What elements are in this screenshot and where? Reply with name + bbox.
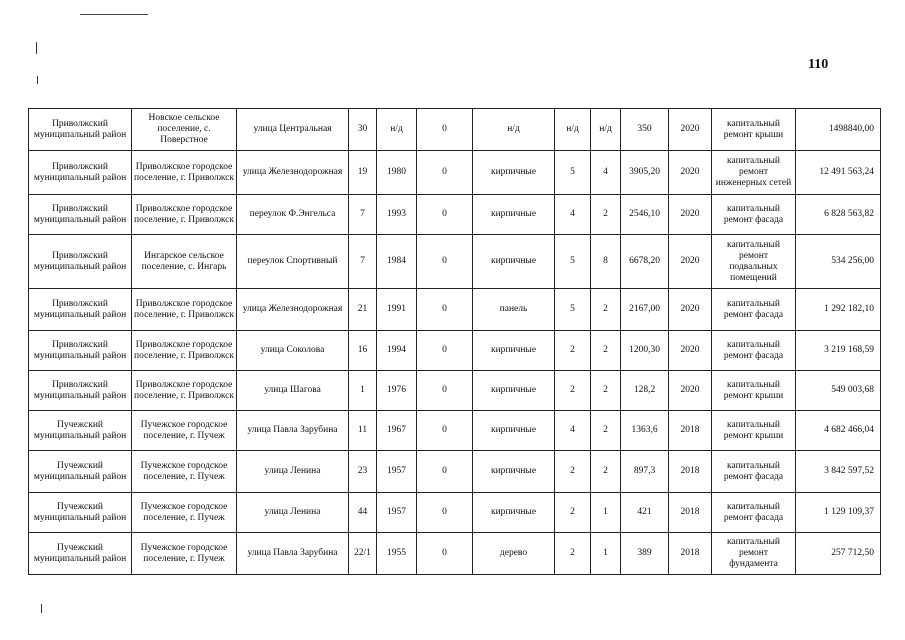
zero-value-cell: 0 [417,533,473,575]
work-type-cell: капитальный ремонт крыши [712,109,796,151]
cost-cell: 1 129 109,37 [796,493,881,533]
plan-year-cell: 2020 [669,109,712,151]
house-number-cell: 16 [349,331,377,371]
wall-material-cell: кирпичные [473,195,555,235]
table-row [29,151,881,195]
zero-value-cell: 0 [417,371,473,411]
work-type-cell: капитальный ремонт фасада [712,195,796,235]
wall-material-cell: панель [473,289,555,331]
cost-cell: 257 712,50 [796,533,881,575]
house-number-cell: 1 [349,371,377,411]
zero-value-cell: 0 [417,151,473,195]
plan-year-cell: 2020 [669,195,712,235]
district-cell: Приволжский муниципальный район [29,235,132,289]
district-cell: Пучежский муниципальный район [29,533,132,575]
zero-value-cell: 0 [417,451,473,493]
entrances-cell: 4 [591,151,621,195]
cost-cell: 4 682 466,04 [796,411,881,451]
street-cell: улица Шагова [237,371,349,411]
settlement-cell: Приволжское городское поселение, г. Приволжск [132,371,237,411]
zero-value-cell: 0 [417,331,473,371]
wall-material-cell: кирпичные [473,451,555,493]
work-type-cell: капитальный ремонт фасада [712,289,796,331]
plan-year-cell: 2020 [669,371,712,411]
build-year-cell: 1993 [377,195,417,235]
wall-material-cell: кирпичные [473,235,555,289]
cost-cell: 12 491 563,24 [796,151,881,195]
zero-value-cell: 0 [417,109,473,151]
street-cell: улица Железнодорожная [237,289,349,331]
house-number-cell: 7 [349,235,377,289]
work-type-cell: капитальный ремонт фундамента [712,533,796,575]
work-type-cell: капитальный ремонт инженерных сетей [712,151,796,195]
build-year-cell: 1967 [377,411,417,451]
floors-cell: 2 [555,371,591,411]
street-cell: улица Соколова [237,331,349,371]
work-type-cell: капитальный ремонт крыши [712,371,796,411]
work-type-cell: капитальный ремонт фасада [712,451,796,493]
margin-mark [37,76,38,84]
floors-cell: 5 [555,289,591,331]
settlement-cell: Ингарское сельское поселение, с. Ингарь [132,235,237,289]
floors-cell: 4 [555,195,591,235]
cost-cell: 3 842 597,52 [796,451,881,493]
street-cell: улица Павла Зарубина [237,411,349,451]
street-cell: переулок Спортивный [237,235,349,289]
build-year-cell: 1991 [377,289,417,331]
top-rule [80,14,148,15]
table-row [29,289,881,331]
house-number-cell: 23 [349,451,377,493]
settlement-cell: Пучежское городское поселение, г. Пучеж [132,493,237,533]
build-year-cell: 1957 [377,451,417,493]
work-type-cell: капитальный ремонт крыши [712,411,796,451]
house-number-cell: 7 [349,195,377,235]
district-cell: Приволжский муниципальный район [29,289,132,331]
zero-value-cell: 0 [417,493,473,533]
zero-value-cell: 0 [417,289,473,331]
plan-year-cell: 2020 [669,151,712,195]
area-cell: 1363,6 [621,411,669,451]
plan-year-cell: 2018 [669,493,712,533]
street-cell: улица Железнодорожная [237,151,349,195]
entrances-cell: 2 [591,451,621,493]
floors-cell: 2 [555,533,591,575]
build-year-cell: 1984 [377,235,417,289]
house-number-cell: 22/1 [349,533,377,575]
entrances-cell: 2 [591,195,621,235]
wall-material-cell: н/д [473,109,555,151]
cost-cell: 1 292 182,10 [796,289,881,331]
entrances-cell: 8 [591,235,621,289]
house-number-cell: 19 [349,151,377,195]
settlement-cell: Новское сельское поселение, с. Поверстное [132,109,237,151]
area-cell: 2546,10 [621,195,669,235]
cost-cell: 3 219 168,59 [796,331,881,371]
area-cell: 389 [621,533,669,575]
settlement-cell: Приволжское городское поселение, г. Приволжск [132,289,237,331]
table-row [29,235,881,289]
settlement-cell: Пучежское городское поселение, г. Пучеж [132,451,237,493]
margin-mark [36,42,37,54]
district-cell: Приволжский муниципальный район [29,331,132,371]
area-cell: 897,3 [621,451,669,493]
table-row [29,451,881,493]
area-cell: 2167,00 [621,289,669,331]
district-cell: Пучежский муниципальный район [29,493,132,533]
plan-year-cell: 2018 [669,533,712,575]
wall-material-cell: кирпичные [473,151,555,195]
margin-mark [41,604,42,613]
wall-material-cell: кирпичные [473,331,555,371]
settlement-cell: Приволжское городское поселение, г. Приволжск [132,331,237,371]
wall-material-cell: кирпичные [473,371,555,411]
area-cell: 350 [621,109,669,151]
floors-cell: 2 [555,493,591,533]
plan-year-cell: 2020 [669,331,712,371]
area-cell: 6678,20 [621,235,669,289]
house-number-cell: 21 [349,289,377,331]
cost-cell: 549 003,68 [796,371,881,411]
entrances-cell: 1 [591,533,621,575]
cost-cell: 534 256,00 [796,235,881,289]
street-cell: улица Ленина [237,451,349,493]
plan-year-cell: 2020 [669,289,712,331]
district-cell: Приволжский муниципальный район [29,109,132,151]
build-year-cell: 1957 [377,493,417,533]
settlement-cell: Пучежское городское поселение, г. Пучеж [132,533,237,575]
table-row [29,371,881,411]
zero-value-cell: 0 [417,235,473,289]
house-number-cell: 30 [349,109,377,151]
entrances-cell: 2 [591,411,621,451]
street-cell: улица Центральная [237,109,349,151]
table-row [29,195,881,235]
cost-cell: 1498840,00 [796,109,881,151]
settlement-cell: Пучежское городское поселение, г. Пучеж [132,411,237,451]
street-cell: переулок Ф.Энгельса [237,195,349,235]
build-year-cell: н/д [377,109,417,151]
house-number-cell: 11 [349,411,377,451]
district-cell: Пучежский муниципальный район [29,411,132,451]
housing-repair-table [28,108,881,575]
entrances-cell: 2 [591,331,621,371]
district-cell: Приволжский муниципальный район [29,151,132,195]
wall-material-cell: кирпичные [473,411,555,451]
district-cell: Пучежский муниципальный район [29,451,132,493]
build-year-cell: 1955 [377,533,417,575]
floors-cell: н/д [555,109,591,151]
district-cell: Приволжский муниципальный район [29,371,132,411]
settlement-cell: Приволжское городское поселение, г. Приволжск [132,151,237,195]
floors-cell: 5 [555,151,591,195]
floors-cell: 2 [555,451,591,493]
plan-year-cell: 2020 [669,235,712,289]
build-year-cell: 1980 [377,151,417,195]
floors-cell: 4 [555,411,591,451]
entrances-cell: 1 [591,493,621,533]
street-cell: улица Павла Зарубина [237,533,349,575]
wall-material-cell: кирпичные [473,493,555,533]
district-cell: Приволжский муниципальный район [29,195,132,235]
floors-cell: 2 [555,331,591,371]
cost-cell: 6 828 563,82 [796,195,881,235]
area-cell: 128,2 [621,371,669,411]
area-cell: 3905,20 [621,151,669,195]
entrances-cell: 2 [591,289,621,331]
plan-year-cell: 2018 [669,451,712,493]
area-cell: 1200,30 [621,331,669,371]
house-number-cell: 44 [349,493,377,533]
zero-value-cell: 0 [417,411,473,451]
page-number: 110 [808,57,829,72]
table-row [29,493,881,533]
entrances-cell: н/д [591,109,621,151]
build-year-cell: 1976 [377,371,417,411]
table-row [29,533,881,575]
settlement-cell: Приволжское городское поселение, г. Приволжск [132,195,237,235]
floors-cell: 5 [555,235,591,289]
work-type-cell: капитальный ремонт фасада [712,493,796,533]
area-cell: 421 [621,493,669,533]
table-row [29,411,881,451]
work-type-cell: капитальный ремонт фасада [712,331,796,371]
zero-value-cell: 0 [417,195,473,235]
wall-material-cell: дерево [473,533,555,575]
entrances-cell: 2 [591,371,621,411]
build-year-cell: 1994 [377,331,417,371]
table-row [29,331,881,371]
table-row [29,109,881,151]
plan-year-cell: 2018 [669,411,712,451]
work-type-cell: капитальный ремонт подвальных помещений [712,235,796,289]
street-cell: улица Ленина [237,493,349,533]
